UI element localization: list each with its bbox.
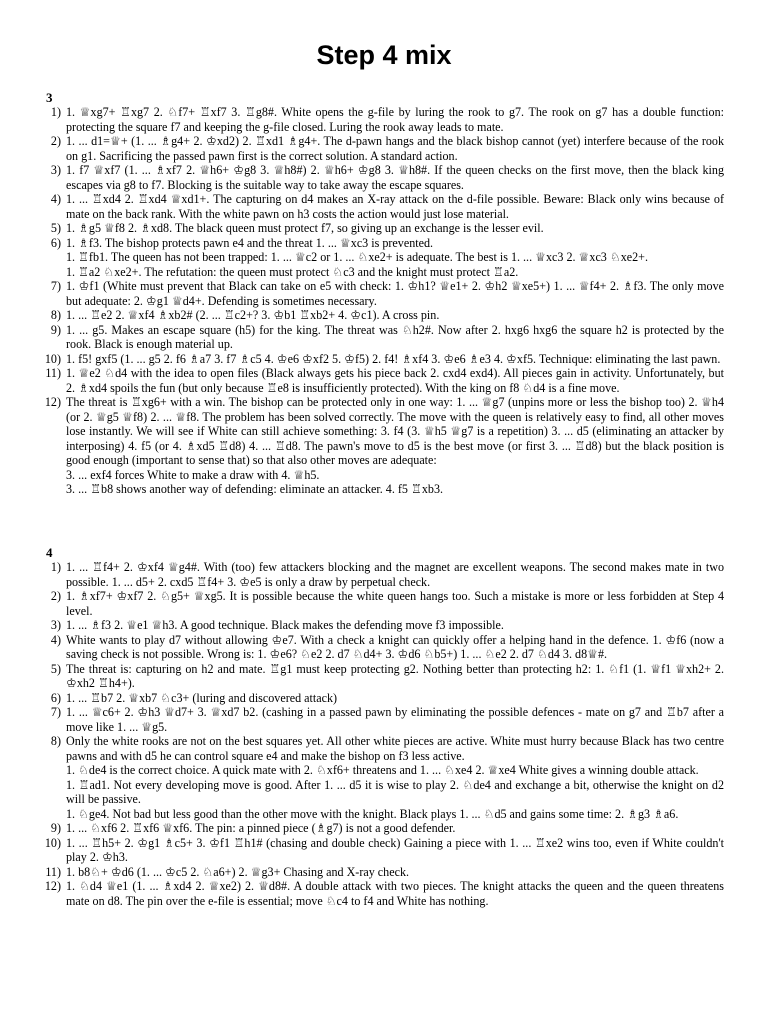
solution-list bbox=[0, 560, 768, 908]
item-text: 3. ... ♖b8 shows another way of defending: eliminate an attacker. 4. f5 ♖xb3. bbox=[66, 482, 444, 496]
item-text: 1. ♗g5 ♕f8 2. ♗xd8. The black queen must protect f7, so giving up an exchange is the lesser evil. bbox=[66, 221, 544, 235]
section-label: 4 bbox=[46, 545, 53, 560]
item-number: 11) bbox=[45, 366, 61, 380]
item-text: 1. ... ♕c6+ 2. ♔h3 ♕d7+ 3. ♕xd7 b2. (cashing in a passed pawn by eliminating the possible defences - mate on g7 and ♖b7 after a move like 1. ... ♕g5. bbox=[66, 705, 724, 734]
item-number: 10) bbox=[44, 835, 61, 850]
item-text: 1. ♘de4 is the correct choice. A quick mate with 2. ♘xf6+ threatens and 1. ... ♘xe4 2. ♕xe4 White gives a winning double attack. bbox=[66, 763, 699, 777]
solution-item bbox=[50, 734, 724, 821]
item-text: 1. ♖a2 ♘xe2+. The refutation: the queen must protect ♘c3 and the knight must protect ♖a2. bbox=[66, 264, 519, 279]
solution-item bbox=[50, 821, 724, 836]
item-text: 1. ♕xg7+ ♖xg7 2. ♘f7+ ♖xf7 3. ♖g8#. White opens the g-file by luring the rook to g7. The rook on g7 has a double function: protecting the square f7 and keeping the g-file closed. Luring the rook away leads to mate. bbox=[66, 105, 724, 134]
item-text: 1. ... ♖b7 2. ♕xb7 ♘c3+ (luring and discovered attack) bbox=[66, 690, 338, 705]
item-text: 1. ... d1=♕+ (1. ... ♗g4+ 2. ♔xd2) 2. ♖xd1 ♗g4+. The d-pawn hangs and the black bishop cannot (yet) interfere because of the rook on g1. Sacrificing the passed pawn first is the correct solution. A standard action. bbox=[66, 134, 724, 163]
item-text: White wants to play d7 without allowing ♔e7. With a check a knight can quickly offer a helping hand in the defence. 1. ♔f6 (now a saving check is not possible. Wrong is: 1. ♔e6? ♘e2 2. d7 ♘d4+ 3. ♔d6 ♘b5+) 1. ... ♘e2 2. d7 ♘d4 3. d8♕#. bbox=[66, 632, 724, 661]
solution-item bbox=[50, 192, 724, 221]
item-number: 8) bbox=[50, 734, 61, 748]
item-number: 10) bbox=[44, 351, 61, 366]
item-text: 1. ... ♖e2 2. ♕xf4 ♗xb2# (2. ... ♖c2+? 3. ♔b1 ♖xb2+ 4. ♔c1). A cross pin. bbox=[66, 308, 440, 322]
item-number: 6) bbox=[50, 235, 61, 250]
solution-item bbox=[50, 235, 724, 280]
section-4 bbox=[0, 545, 768, 908]
item-text: 1. ... g5. Makes an escape square (h5) for the king. The threat was ♘h2#. Now after 2. hxg6 hxg6 the square h2 is protected by the rook. Black is enough material up. bbox=[66, 322, 724, 351]
item-text: 1. f5! gxf5 (1. ... g5 2. f6 ♗a7 3. f7 ♗c5 4. ♔e6 ♔xf2 5. ♔f5) 2. f4! ♗xf4 3. ♔e6 ♗e3 4. ♔xf5. Technique: eliminating the last pawn. bbox=[66, 351, 721, 366]
item-text: 1. f7 ♕xf7 (1. ... ♗xf7 2. ♕h6+ ♔g8 3. ♕h8#) 2. ♕h6+ ♔g8 3. ♕h8#. If the queen checks on the first move, then the black king escapes via g8 to f7. Blocking is the suitable way to take away the escape squares. bbox=[66, 163, 724, 192]
solution-item bbox=[44, 879, 724, 908]
item-text: Only the white rooks are not on the best squares yet. All other white pieces are active. White must hurry because Black has two centre pawns and with d5 he can control square e4 and make the bishop on f3 less active. bbox=[66, 734, 724, 763]
solution-item bbox=[44, 835, 724, 865]
item-number: 2) bbox=[50, 134, 61, 148]
item-text: 1. ♖ad1. Not every developing move is good. After 1. ... d5 it is wise to play 2. ♘de4 and exchange a bit, otherwise the knight on d2 will be passive. bbox=[66, 777, 724, 806]
solution-item bbox=[50, 163, 724, 192]
item-number: 3) bbox=[50, 618, 61, 632]
item-number: 12) bbox=[44, 879, 61, 893]
section-label: 3 bbox=[46, 90, 53, 105]
item-number: 1) bbox=[50, 105, 61, 119]
item-text: 1. ♕e2 ♘d4 with the idea to open files (Black always gets his piece back 2. cxd4 exd4). All pieces gain in activity. Unfortunately, but 2. ♗xd4 spoils the fun (but only because ♖e8 is insufficiently protected). With the king on f8 ♘d4 is a fine move. bbox=[66, 366, 724, 395]
solution-item bbox=[44, 351, 724, 367]
item-text: 1. ♗f3. The bishop protects pawn e4 and the threat 1. ... ♕xc3 is prevented. bbox=[66, 235, 434, 250]
solution-item bbox=[50, 322, 724, 352]
item-text: 1. ♖fb1. The queen has not been trapped: 1. ... ♕c2 or 1. ... ♘xe2+ is adequate. The best is 1. ... ♕xc3 2. ♕xc3 ♘xe2+. bbox=[66, 250, 649, 264]
solution-item bbox=[50, 589, 724, 618]
item-text: 1. ... ♖f4+ 2. ♔xf4 ♕g4#. With (too) few attackers blocking and the magnet are excellent weapons. The second makes mate in two possible. 1. ... d5+ 2. cxd5 ♖f4+ 3. ♔e5 is only a draw by perpetual check. bbox=[66, 560, 724, 589]
solution-item bbox=[50, 705, 724, 734]
solution-item bbox=[50, 279, 724, 308]
page-title: Step 4 mix bbox=[316, 40, 452, 70]
solution-item bbox=[50, 632, 724, 662]
solution-item bbox=[50, 618, 724, 633]
item-text: The threat is ♖xg6+ with a win. The bishop can be protected only in one way: 1. ... ♕g7 (unpins more or less the bishop too) 2. ♕h4 (or 2. ♕g5 ♕f8) 2. ... ♕f8. The problem has been solved correctly. The move with the queen is relatively easy to find, all other moves lose instantly. We will see if White can still achieve something: 3. f4 (3. ♕h5 ♕g7 is a repetition) 3. ... d5 (eliminating an attacker by interposing) 4. f5 (or 4. ♗xd5 ♖d8) 4. ... ♖d8. The pawn's move to d5 is the best move (or first 3. ... ♖d8) but the black position is good enough (important to sense that) so that also other moves are adequate: bbox=[66, 395, 724, 467]
item-number: 4) bbox=[50, 632, 61, 647]
solution-item bbox=[44, 395, 724, 497]
item-number: 4) bbox=[50, 192, 61, 206]
item-text: 1. ♔f1 (White must prevent that Black can take on e5 with check: 1. ♔h1? ♕e1+ 2. ♔h2 ♕xe5+) 1. ... ♕f4+ 2. ♗f3. The only move but adequate: 2. ♔g1 ♕d4+. Defending is sometimes necessary. bbox=[66, 279, 724, 308]
item-number: 6) bbox=[50, 690, 61, 705]
item-number: 11) bbox=[45, 864, 61, 879]
item-text: 1. ♘d4 ♕e1 (1. ... ♗xd4 2. ♕xe2) 2. ♕d8#. A double attack with two pieces. The knight attacks the queen and the queen threatens mate on d8. The pin over the e-file is essential; move ♘c4 to f4 and White has nothing. bbox=[66, 879, 724, 908]
item-number: 7) bbox=[50, 705, 61, 719]
item-number: 8) bbox=[50, 308, 61, 322]
item-number: 7) bbox=[50, 279, 61, 293]
item-text: 1. ... ♖h5+ 2. ♔g1 ♗c5+ 3. ♔f1 ♖h1# (chasing and double check) Gaining a piece with 1. ... ♖xe2 wins too, even if White couldn't play 2. ♔h3. bbox=[66, 835, 724, 864]
item-number: 5) bbox=[50, 221, 61, 235]
item-text: 1. b8♘+ ♔d6 (1. ... ♔c5 2. ♘a6+) 2. ♕g3+ Chasing and X-ray check. bbox=[66, 864, 410, 879]
item-number: 5) bbox=[50, 661, 61, 676]
item-text: 3. ... exf4 forces White to make a draw with 4. ♕h5. bbox=[66, 467, 320, 482]
item-number: 9) bbox=[50, 322, 61, 337]
item-number: 2) bbox=[50, 589, 61, 603]
item-number: 3) bbox=[50, 163, 61, 177]
item-number: 12) bbox=[44, 395, 61, 409]
solution-item bbox=[50, 221, 724, 236]
item-text: 1. ... ♗f3 2. ♕e1 ♕h3. A good technique. Black makes the defending move f3 impossible. bbox=[66, 618, 504, 632]
item-text: 1. ... ♖xd4 2. ♖xd4 ♕xd1+. The capturing on d4 makes an X-ray attack on the d-file possible. Beware: Black only wins because of mate on the back rank. With the white pawn on h3 costs the action would just lose material. bbox=[66, 192, 724, 221]
item-number: 9) bbox=[50, 821, 61, 835]
solution-item bbox=[50, 308, 724, 323]
solution-item bbox=[50, 134, 724, 163]
solution-item bbox=[50, 560, 724, 589]
solution-item bbox=[50, 690, 724, 706]
item-text: 1. ♘ge4. Not bad but less good than the other move with the knight. Black plays 1. ... ♘d5 and gains some time: 2. ♗g3 ♗a6. bbox=[66, 806, 679, 821]
solution-list bbox=[0, 105, 768, 497]
section-3 bbox=[0, 90, 768, 497]
item-number: 1) bbox=[50, 560, 61, 574]
item-text: 1. ... ♘xf6 2. ♖xf6 ♕xf6. The pin: a pinned piece (♗g7) is not a good defender. bbox=[66, 821, 456, 835]
item-text: The threat is: capturing on h2 and mate. ♖g1 must keep protecting g2. Nothing better than protecting h2: 1. ♘f1 (1. ♕f1 ♕xh2+ 2. ♔xh2 ♖h4+). bbox=[66, 661, 724, 690]
solution-item bbox=[45, 864, 724, 880]
item-text: 1. ♗xf7+ ♔xf7 2. ♘g5+ ♕xg5. It is possible because the white queen hangs too. Such a mistake is more or less forbidden at Step 4 level. bbox=[66, 589, 724, 618]
solution-item bbox=[50, 105, 724, 134]
solution-item bbox=[50, 661, 724, 691]
solution-item bbox=[45, 366, 724, 395]
